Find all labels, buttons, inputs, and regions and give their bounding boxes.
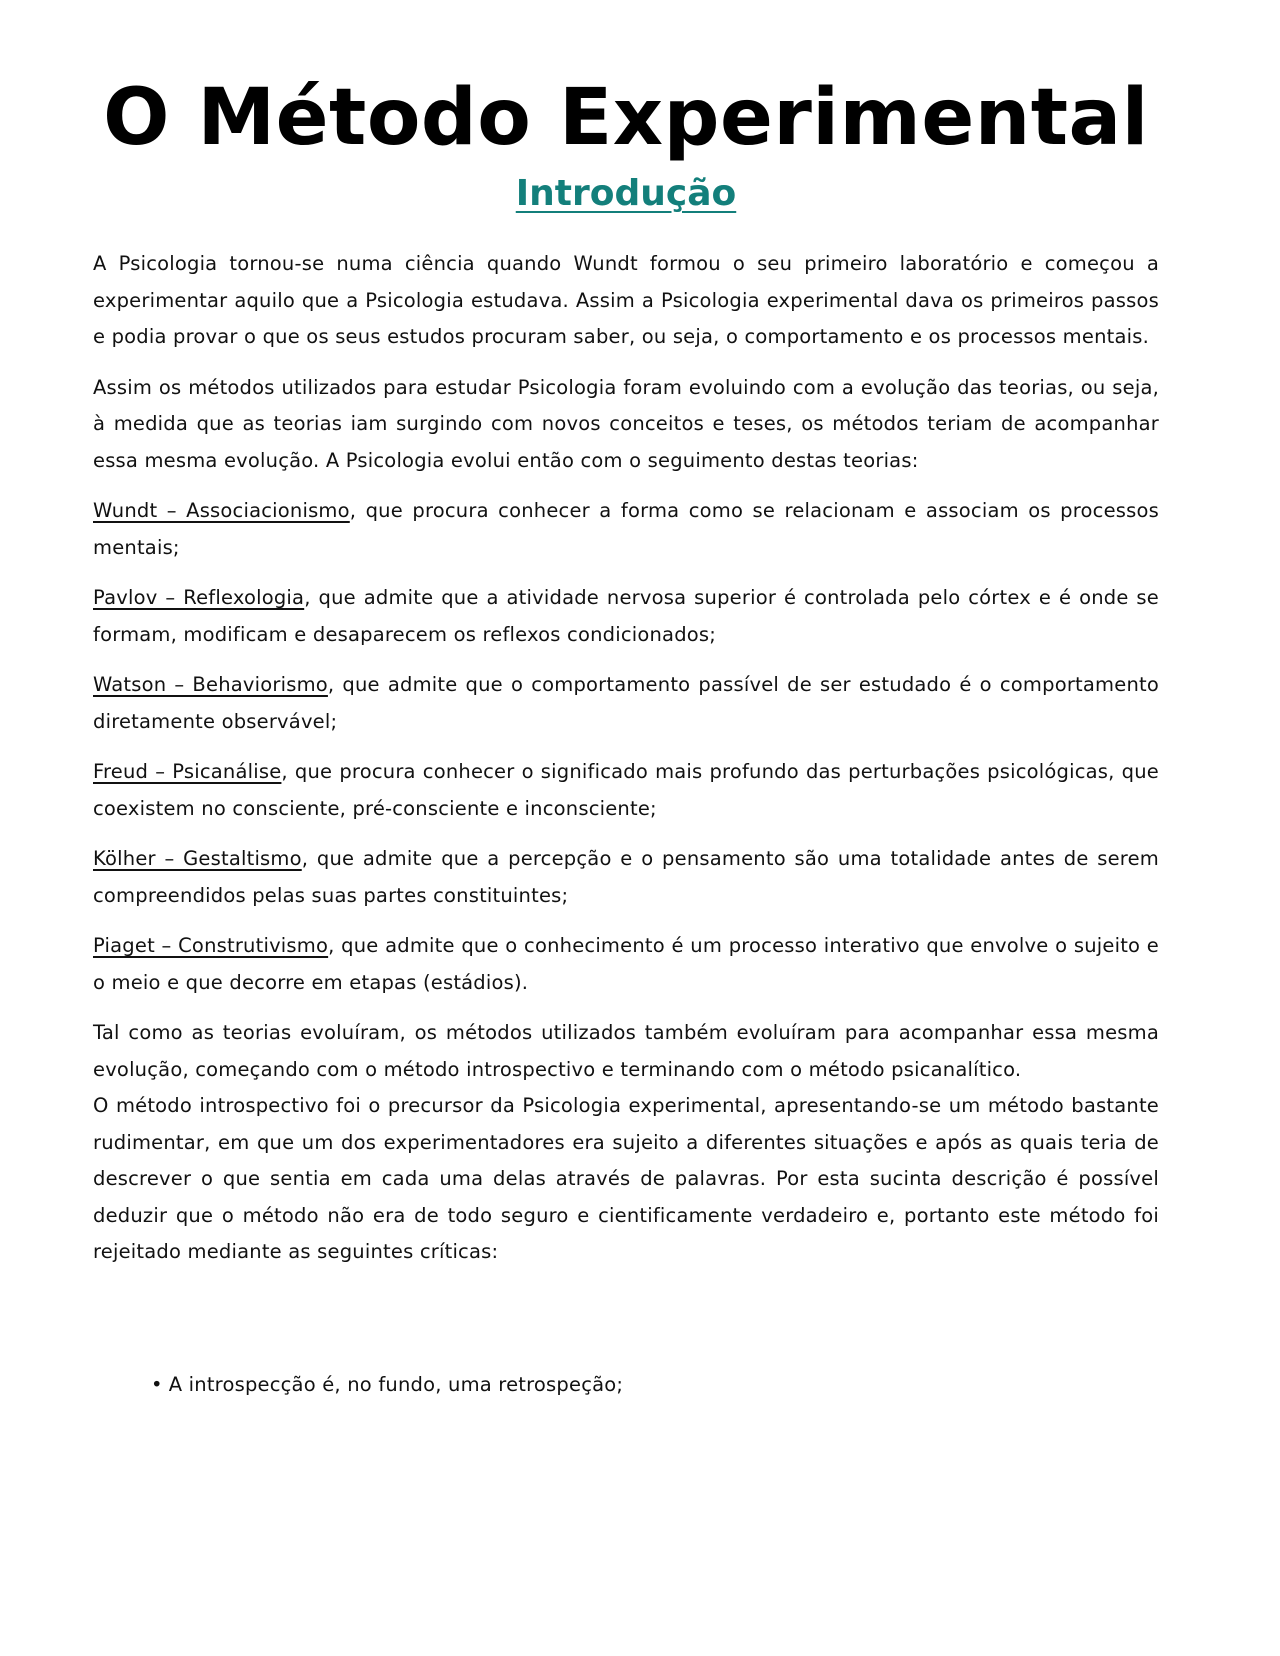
theory-description: , que procura conhecer o significado mais profundo das perturbações psicológicas, que coexistem no consciente, pré-consciente e inconsciente;	[93, 760, 1159, 820]
theory-description: , que procura conhecer a forma como se relacionam e associam os processos mentais;	[93, 499, 1159, 559]
theory-description: , que admite que o conhecimento é um processo interativo que envolve o sujeito e o meio e que decorre em etapas (estádios).	[93, 934, 1159, 994]
theory-name: Pavlov – Reflexologia	[93, 586, 305, 609]
list-item	[151, 1367, 1159, 1404]
blank-space	[93, 1285, 1159, 1367]
theory-item	[93, 754, 1159, 827]
theory-name: Freud – Psicanálise	[93, 760, 282, 783]
theory-item	[93, 928, 1159, 1001]
document-title: O Método Experimental	[103, 73, 1149, 163]
theory-description: , que admite que o comportamento passível de ser estudado é o comportamento diretamente observável;	[93, 673, 1159, 733]
section-heading-text: Introdução	[515, 173, 737, 214]
theory-description: , que admite que a percepção e o pensamento são uma totalidade antes de serem compreendidos pelas suas partes constituintes;	[93, 847, 1159, 907]
theory-item	[93, 667, 1159, 740]
paragraph: Tal como as teorias evoluíram, os métodos utilizados também evoluíram para acompanhar essa mesma evolução, começando com o método introspectivo e terminando com o método psicanalítico.	[93, 1021, 1159, 1081]
criticism-list	[93, 1367, 1159, 1404]
theory-name: Piaget – Construtivismo	[93, 934, 329, 957]
paragraph: O método introspectivo foi o precursor da Psicologia experimental, apresentando-se um método bastante rudimentar, em que um dos experimentadores era sujeito a diferentes situações e após as quais teria de descrever o que sentia em cada uma delas através de palavras. Por esta sucinta descrição é possível deduzir que o método não era de todo seguro e cientificamente verdadeiro e, portanto este método foi rejeitado mediante as seguintes críticas:	[93, 1094, 1159, 1263]
theory-name: Kölher – Gestaltismo	[93, 847, 302, 870]
document-body	[93, 246, 1159, 1403]
document-page	[93, 0, 1159, 1403]
theory-item	[93, 580, 1159, 653]
section-heading	[93, 172, 1159, 216]
theory-item	[93, 841, 1159, 914]
list-item-text: A introspecção é, no fundo, uma retrospeção;	[168, 1372, 624, 1396]
theory-name: Wundt – Associacionismo	[93, 499, 350, 522]
paragraph: Assim os métodos utilizados para estudar Psicologia foram evoluindo com a evolução das teorias, ou seja, à medida que as teorias iam surgindo com novos conceitos e teses, os métodos teriam de acompanhar essa mesma evolução. A Psicologia evolui então com o seguimento destas teorias:	[93, 375, 1159, 472]
bullet-icon: •	[151, 1372, 163, 1396]
theory-description: , que admite que a atividade nervosa superior é controlada pelo córtex e é onde se formam, modificam e desaparecem os reflexos condicionados;	[93, 586, 1159, 646]
theory-name: Watson – Behaviorismo	[93, 673, 328, 696]
paragraph: A Psicologia tornou-se numa ciência quando Wundt formou o seu primeiro laboratório e começou a experimentar aquilo que a Psicologia estudava. Assim a Psicologia experimental dava os primeiros passos e podia provar o que os seus estudos procuram saber, ou seja, o comportamento e os processos mentais.	[93, 252, 1159, 348]
theory-item	[93, 493, 1159, 566]
